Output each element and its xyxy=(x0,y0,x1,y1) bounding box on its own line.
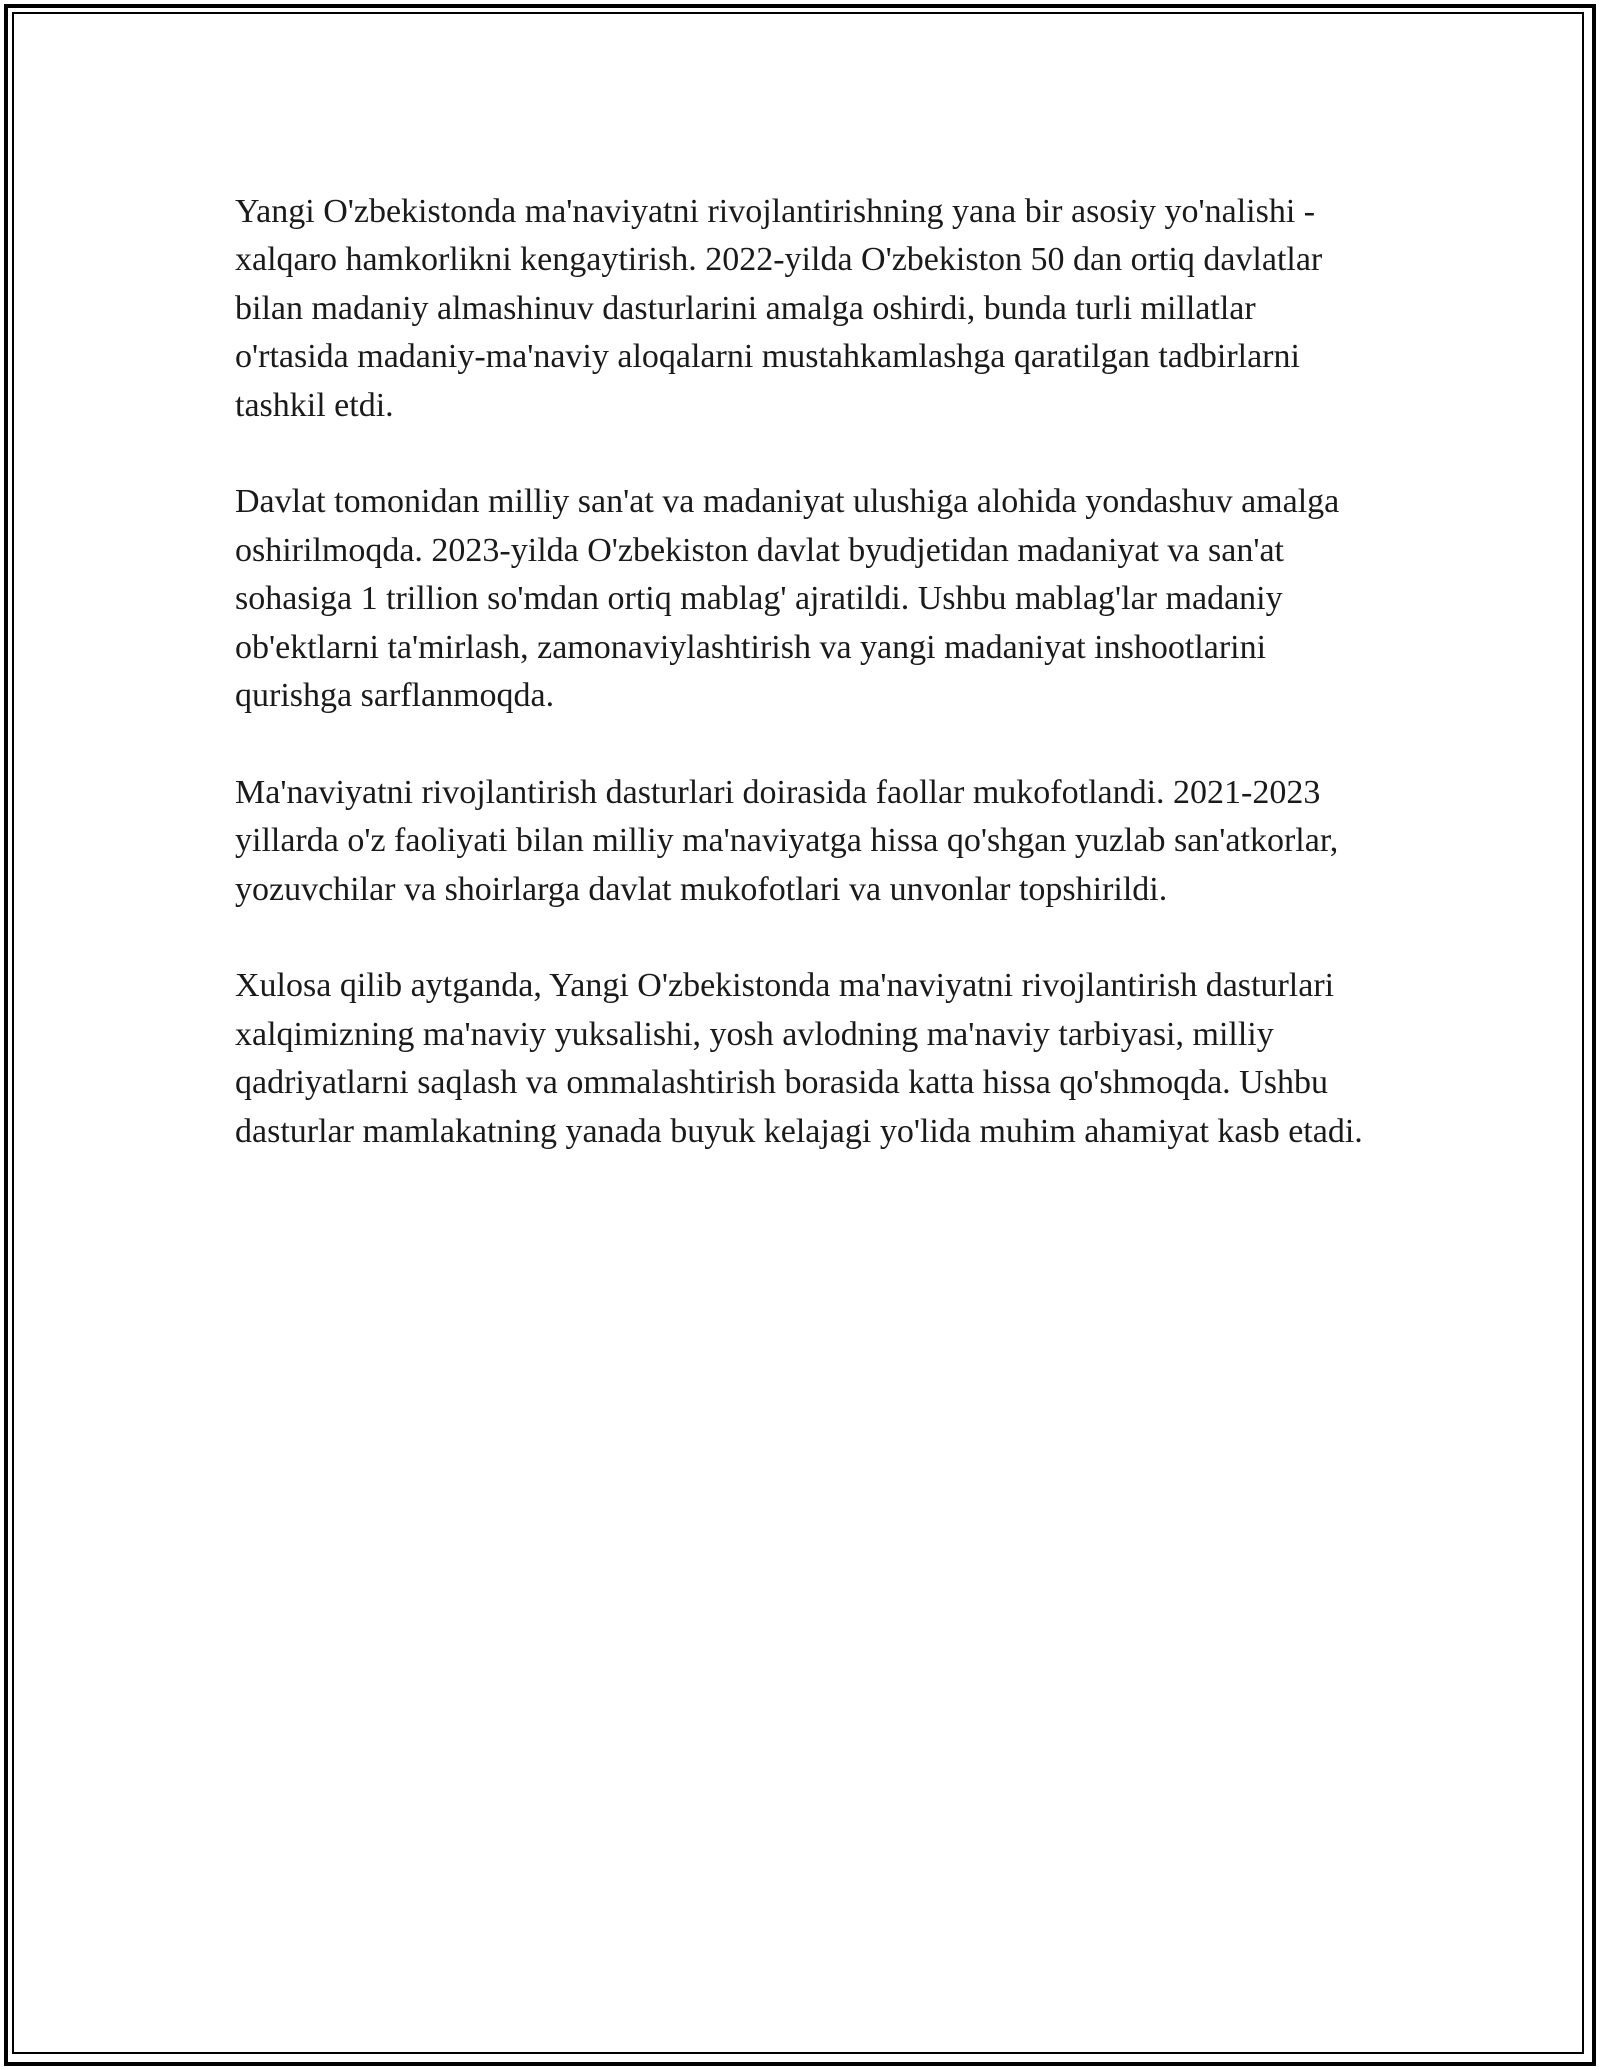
paragraph-awards: Ma'naviyatni rivojlantirish dasturlari doirasida faollar mukofotlandi. 2021-2023 yillarda o'z faoliyati bilan milliy ma'naviyatga hissa qo'shgan yuzlab san'atkorlar, yozuvchilar va shoirlarga davlat mukofotlari va unvonlar topshirildi. xyxy=(235,773,1339,908)
paragraph-conclusion: Xulosa qilib aytganda, Yangi O'zbekistonda ma'naviyatni rivojlantirish dasturlari xalqimizning ma'naviy yuksalishi, yosh avlodning ma'naviy tarbiyasi, milliy qadriyatlarni saqlash va ommalashtirish borasida katta hissa qo'shmoqda. Ushbu dasturlar mamlakatning yanada buyuk kelajagi yo'lida muhim ahamiyat kasb etadi. xyxy=(235,967,1363,1150)
document-body xyxy=(235,188,1375,1204)
paragraph-state-funding: Davlat tomonidan milliy san'at va madaniyat ulushiga alohida yondashuv amalga oshirilmoqda. 2023-yilda O'zbekiston davlat byudjetidan madaniyat va san'at sohasiga 1 trillion so'mdan ortiq mablag' ajratildi. Ushbu mablag'lar madaniy ob'ektlarni ta'mirlash, zamonaviylashtirish va yangi madaniyat inshootlarini qurishga sarflanmoqda. xyxy=(235,483,1340,715)
paragraph-international-cooperation: Yangi O'zbekistonda ma'naviyatni rivojlantirishning yana bir asosiy yo'nalishi - xalqaro hamkorlikni kengaytirish. 2022-yilda O'zbekiston 50 dan ortiq davlatlar bilan madaniy almashinuv dasturlarini amalga oshirdi, bunda turli millatlar o'rtasida madaniy-ma'naviy aloqalarni mustahkamlashga qaratilgan tadbirlarni tashkil etdi. xyxy=(235,193,1323,424)
